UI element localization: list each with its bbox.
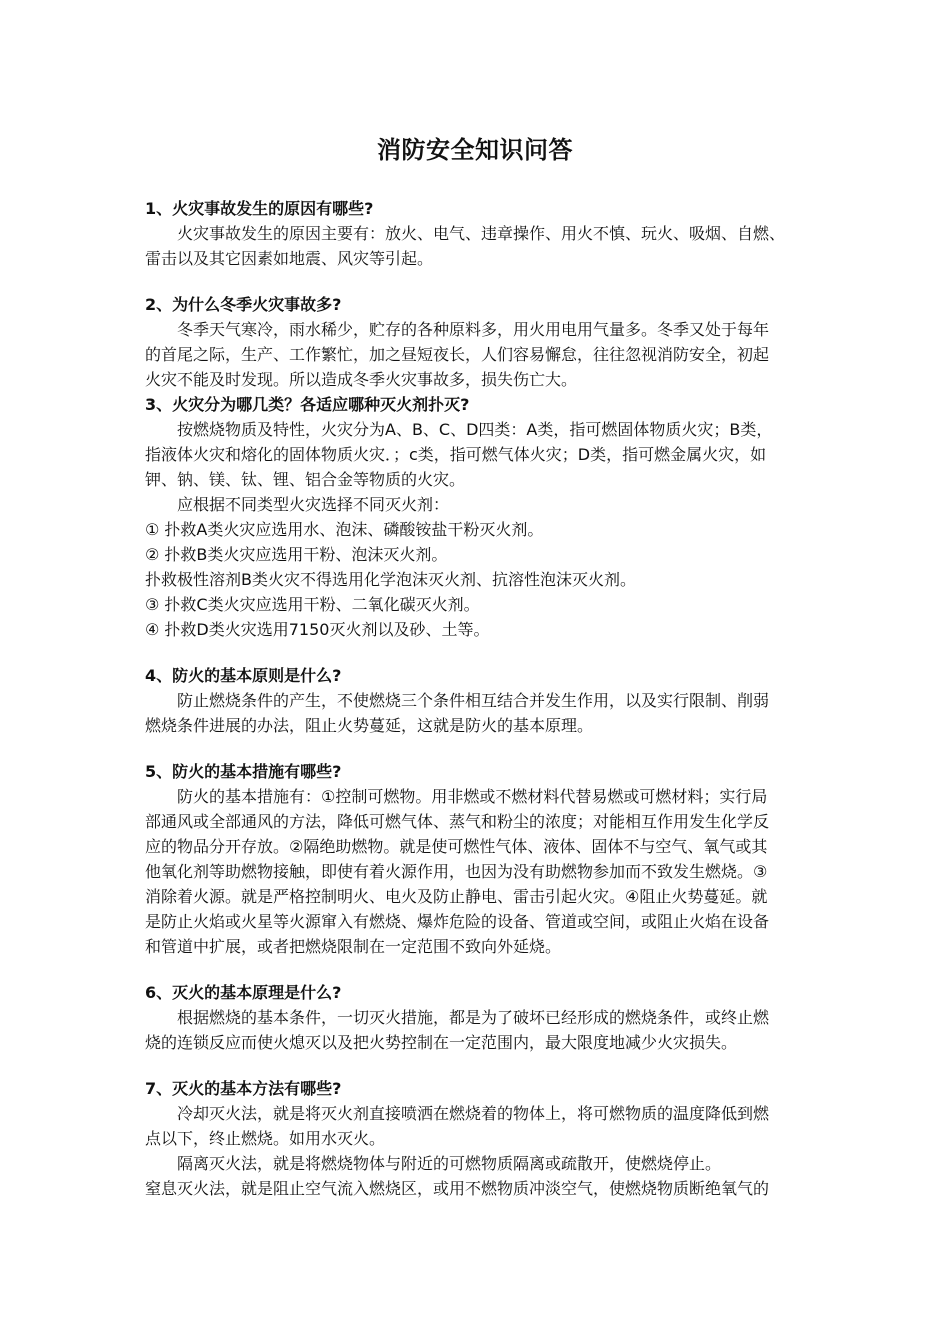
paragraph-line: 是防止火焰或火星等火源窜入有燃烧、爆炸危险的设备、管道或空间，或阻止火焰在设备 (145, 912, 770, 931)
paragraph-line: 隔离灭火法，就是将燃烧物体与附近的可燃物质隔离或疏散开，使燃烧停止。 (177, 1154, 722, 1173)
section-gap (145, 1055, 810, 1076)
section-gap (145, 738, 810, 759)
paragraph-line: 点以下，终止燃烧。如用水灭火。 (145, 1129, 386, 1148)
paragraph-line: 应的物品分开存放。②隔绝助燃物。就是使可燃性气体、液体、固体不与空气、氧气或其 (145, 837, 768, 856)
paragraph-line: 火灾不能及时发现。所以造成冬季火灾事故多，损失伤亡大。 (145, 370, 578, 389)
list-item: ③ 扑救C类火灾应选用干粉、二氧化碳灭火剂。 (145, 595, 480, 614)
paragraph-line: 烧的连锁反应而使火熄灭以及把火势控制在一定范围内，最大限度地减少火灾损失。 (145, 1033, 738, 1052)
section-gap (145, 959, 810, 980)
paragraph-line: 冬季天气寒冷，雨水稀少，贮存的各种原料多，用火用电用气量多。冬季又处于每年 (177, 320, 770, 339)
paragraph-line: 应根据不同类型火灾选择不同灭火剂： (177, 495, 450, 514)
list-item: ④ 扑救D类火灾选用7150灭火剂以及砂、土等。 (145, 620, 490, 639)
paragraph-line: 窒息灭火法，就是阻止空气流入燃烧区，或用不燃物质冲淡空气，使燃烧物质断绝氧气的 (145, 1179, 770, 1198)
paragraph-line: 和管道中扩展，或者把燃烧限制在一定范围不致向外延烧。 (145, 937, 562, 956)
paragraph-line: 雷击以及其它因素如地震、风灾等引起。 (145, 249, 434, 268)
paragraph-line: 防止燃烧条件的产生，不使燃烧三个条件相互结合并发生作用，以及实行限制、削弱 (177, 691, 770, 710)
paragraph-line: 根据燃烧的基本条件，一切灭火措施，都是为了破坏已经形成的燃烧条件，或终止燃 (177, 1008, 770, 1027)
list-item: ① 扑救A类火灾应选用水、泡沫、磷酸铵盐干粉灭火剂。 (145, 520, 544, 539)
section-heading: 6、灭火的基本原理是什么? (145, 983, 342, 1002)
list-item: ② 扑救B类火灾应选用干粉、泡沫灭火剂。 (145, 545, 448, 564)
section-gap (145, 642, 810, 663)
section-heading: 5、防火的基本措施有哪些? (145, 762, 342, 781)
paragraph-line: 指液体火灾和熔化的固体物质火灾．；c类，指可燃气体火灾；D类，指可燃金属火灾，如 (145, 445, 767, 464)
document-body (145, 196, 810, 1201)
document-title: 消防安全知识问答 (377, 136, 573, 164)
section-heading: 7、灭火的基本方法有哪些? (145, 1079, 342, 1098)
paragraph-line: 钾、钠、镁、钛、锂、铝合金等物质的火灾。 (145, 470, 466, 489)
paragraph-line: 冷却灭火法，就是将灭火剂直接喷洒在燃烧着的物体上，将可燃物质的温度降低到燃 (177, 1104, 770, 1123)
section-heading: 1、火灾事故发生的原因有哪些? (145, 199, 374, 218)
section-heading: 2、为什么冬季火灾事故多? (145, 295, 342, 314)
paragraph-line: 消除着火源。就是严格控制明火、电火及防止静电、雷击引起火灾。④阻止火势蔓延。就 (145, 887, 768, 906)
paragraph-line: 的首尾之际，生产、工作繁忙，加之昼短夜长，人们容易懈怠，往往忽视消防安全，初起 (145, 345, 770, 364)
section-heading: 3、火灾分为哪几类？各适应哪种灭火剂扑灭? (145, 395, 470, 414)
paragraph-line: 防火的基本措施有：①控制可燃物。用非燃或不燃材料代替易燃或可燃材料；实行局 (177, 787, 768, 806)
paragraph-line: 部通风或全部通风的方法，降低可燃气体、蒸气和粉尘的浓度；对能相互作用发生化学反 (145, 812, 770, 831)
paragraph-line: 他氧化剂等助燃物接触，即使有着火源作用，也因为没有助燃物参加而不致发生燃烧。③ (145, 862, 768, 881)
section-heading: 4、防火的基本原则是什么? (145, 666, 342, 685)
paragraph-line: 按燃烧物质及特性，火灾分为A、B、C、D四类：A类，指可燃固体物质火灾；B类， (177, 420, 773, 439)
paragraph-line: 燃烧条件进展的办法，阻止火势蔓延，这就是防火的基本原理。 (145, 716, 594, 735)
paragraph-line: 火灾事故发生的原因主要有：放火、电气、违章操作、用火不慎、玩火、吸烟、自燃、 (177, 224, 786, 243)
paragraph-line: 扑救极性溶剂B类火灾不得选用化学泡沫灭火剂、抗溶性泡沫灭火剂。 (145, 570, 636, 589)
section-gap (145, 271, 810, 292)
